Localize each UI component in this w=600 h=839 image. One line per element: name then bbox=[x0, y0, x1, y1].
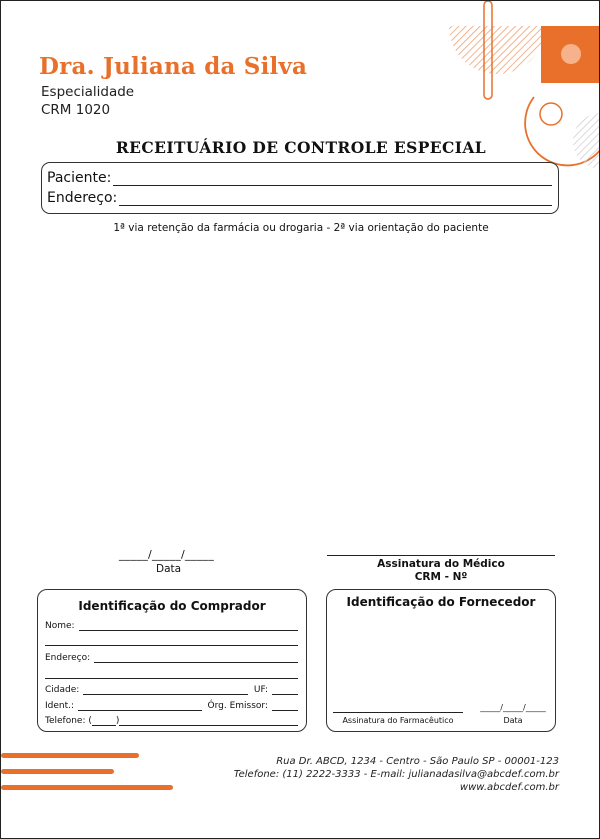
buyer-uf-field[interactable] bbox=[272, 685, 298, 695]
buyer-issuer-label: Órg. Emissor: bbox=[207, 701, 268, 711]
buyer-address-label: Endereço: bbox=[45, 653, 91, 663]
buyer-address-field[interactable] bbox=[94, 653, 298, 663]
address-row bbox=[47, 190, 552, 206]
patient-label: Paciente: bbox=[47, 170, 112, 186]
doctor-signature-label: Assinatura do Médico bbox=[377, 558, 505, 570]
buyer-issuer-field[interactable] bbox=[272, 701, 298, 711]
footer-stripe-3 bbox=[1, 785, 173, 790]
prescription-body-area[interactable] bbox=[41, 241, 559, 541]
buyer-address-row bbox=[45, 653, 298, 663]
buyer-address-extra-row bbox=[45, 669, 298, 679]
doctor-crm: CRM 1020 bbox=[41, 102, 111, 118]
pharmacist-signature-label: Assinatura do Farmacêutico bbox=[342, 716, 454, 725]
document-title: RECEITUÁRIO DE CONTROLE ESPECIAL bbox=[115, 138, 487, 157]
buyer-ident-label: Ident.: bbox=[45, 701, 75, 711]
footer-stripe-1 bbox=[1, 753, 139, 758]
buyer-phone-field[interactable] bbox=[119, 716, 298, 726]
doctor-specialty: Especialidade bbox=[41, 84, 135, 100]
crm-number-label: CRM - Nº bbox=[414, 571, 468, 583]
doctor-name: Dra. Juliana da Silva bbox=[39, 53, 308, 80]
buyer-name-label: Nome: bbox=[45, 621, 75, 631]
buyer-uf-label: UF: bbox=[253, 685, 268, 695]
outline-circle-shape bbox=[540, 103, 562, 125]
doctor-signature-line[interactable] bbox=[327, 555, 555, 556]
buyer-phone-area-field[interactable] bbox=[92, 716, 116, 726]
supplier-date-field[interactable]: _____/_____/_____ bbox=[480, 703, 546, 712]
light-circle-shape bbox=[561, 44, 581, 64]
footer-contact: Telefone: (11) 2222-3333 - E-mail: julianadasilva@abcdef.com.br bbox=[233, 769, 559, 780]
via-note: 1ª via retenção da farmácia ou drogaria - 2ª via orientação do paciente bbox=[113, 222, 489, 234]
patient-address-field[interactable] bbox=[119, 192, 552, 206]
footer-website[interactable]: www.abcdef.com.br bbox=[459, 782, 559, 793]
buyer-name-extra-row bbox=[45, 636, 298, 646]
buyer-city-label: Cidade: bbox=[45, 685, 80, 695]
buyer-phone-label: Telefone: ( bbox=[45, 716, 92, 726]
pharmacist-signature-line[interactable] bbox=[333, 712, 463, 713]
patient-info-box bbox=[41, 162, 559, 214]
patient-row bbox=[47, 170, 552, 186]
patient-name-field[interactable] bbox=[113, 172, 552, 186]
date-field[interactable]: _____/_____/_____ bbox=[119, 548, 215, 561]
supplier-identification-box bbox=[326, 589, 556, 732]
buyer-city-field[interactable] bbox=[83, 685, 248, 695]
supplier-date-label: Data bbox=[503, 716, 523, 725]
buyer-address-extra-field[interactable] bbox=[45, 669, 298, 679]
buyer-title: Identificação do Comprador bbox=[78, 599, 266, 613]
footer-stripe-2 bbox=[1, 769, 114, 774]
date-label: Data bbox=[156, 563, 182, 575]
footer-address: Rua Dr. ABCD, 1234 - Centro - São Paulo SP - 00001-123 bbox=[276, 756, 559, 767]
buyer-phone-row bbox=[45, 716, 298, 726]
buyer-identification-box bbox=[37, 589, 307, 732]
buyer-name-extra-field[interactable] bbox=[45, 636, 298, 646]
buyer-name-row bbox=[45, 621, 298, 631]
hatched-semicircle-shape bbox=[449, 26, 545, 74]
buyer-ident-row bbox=[45, 701, 298, 711]
buyer-city-row bbox=[45, 685, 298, 695]
supplier-title: Identificação do Fornecedor bbox=[346, 595, 536, 609]
address-label: Endereço: bbox=[47, 190, 118, 206]
buyer-name-field[interactable] bbox=[79, 621, 298, 631]
buyer-phone-paren: ) bbox=[115, 716, 120, 726]
buyer-ident-field[interactable] bbox=[78, 701, 201, 711]
